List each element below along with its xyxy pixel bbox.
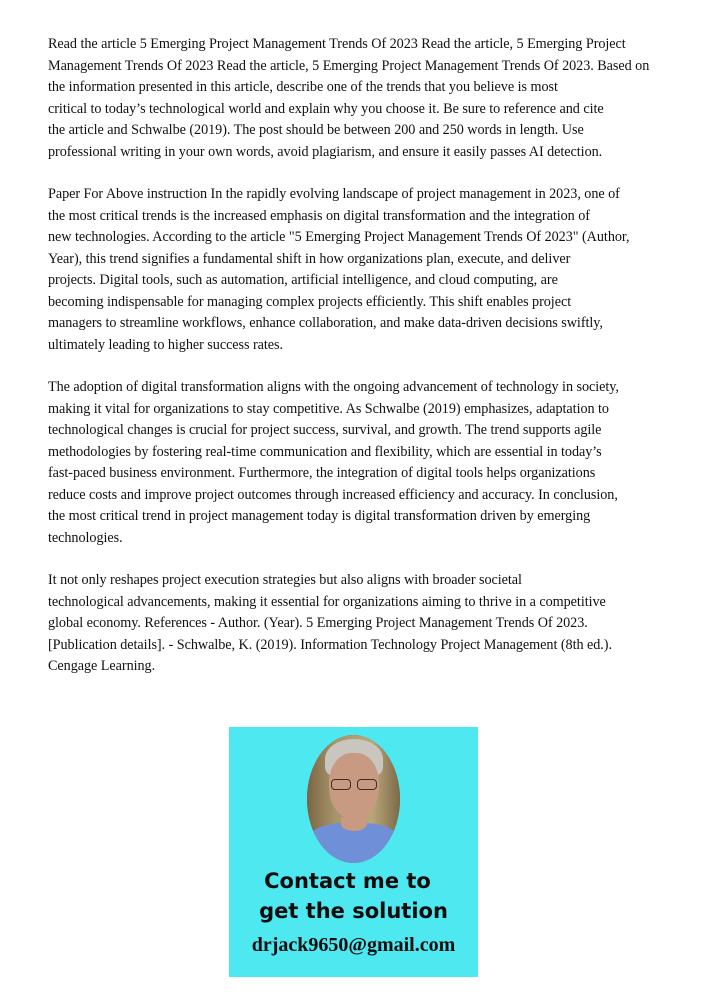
- portrait-neck: [341, 817, 367, 831]
- promo-heading-line2: get the solution: [259, 899, 448, 923]
- text-line: the most critical trend in project management today is digital transformation driven by emerging: [48, 508, 591, 524]
- person-portrait-icon: [307, 735, 400, 863]
- paragraph-instructions: [48, 34, 678, 163]
- glasses-icon: [330, 779, 378, 791]
- text-line: critical to today’s technological world and explain why you choose it. Be sure to reference and cite: [48, 100, 604, 117]
- text-line: It not only reshapes project execution strategies but also aligns with broader societal: [48, 572, 522, 588]
- text-line: [Publication details]. - Schwalbe, K. (2019). Information Technology Project Management (8th ed.).: [48, 636, 612, 653]
- text-line: Year), this trend signifies a fundamental shift in how organizations plan, execute, and deliver: [48, 250, 571, 267]
- text-line: technological advancements, making it essential for organizations aiming to thrive in a competitive: [48, 593, 606, 610]
- text-line: becoming indispensable for managing complex projects efficiently. This shift enables project: [48, 293, 572, 310]
- text-line: Read the article 5 Emerging Project Management Trends Of 2023 Read the article, 5 Emerging Project: [48, 36, 626, 52]
- contact-promo-banner: [229, 727, 478, 977]
- text-line: Paper For Above instruction In the rapidly evolving landscape of project management in 2023, one of: [48, 186, 620, 202]
- text-line: the article and Schwalbe (2019). The post should be between 200 and 250 words in length. Use: [48, 122, 584, 138]
- text-line: managers to streamline workflows, enhance collaboration, and make data-driven decisions swiftly,: [48, 315, 603, 331]
- text-line: professional writing in your own words, avoid plagiarism, and ensure it easily passes AI detection.: [48, 143, 603, 160]
- text-line: projects. Digital tools, such as automation, artificial intelligence, and cloud computing, are: [48, 272, 558, 288]
- paragraph-references: [48, 570, 678, 678]
- text-line: making it vital for organizations to stay competitive. As Schwalbe (2019) emphasizes, adaptation to: [48, 400, 609, 417]
- text-line: The adoption of digital transformation aligns with the ongoing advancement of technology in society,: [48, 379, 619, 395]
- text-line: technologies.: [48, 529, 123, 546]
- document-body: [48, 34, 678, 699]
- paragraph-body: [48, 377, 678, 549]
- text-line: the most critical trends is the increased emphasis on digital transformation and the integration of: [48, 207, 590, 224]
- text-line: ultimately leading to higher success rates.: [48, 336, 284, 353]
- text-line: the information presented in this article, describe one of the trends that you believe is most: [48, 79, 558, 95]
- paragraph-intro: [48, 184, 678, 356]
- text-line: methodologies by fostering real-time communication and flexibility, which are essential in today’s: [48, 443, 602, 460]
- text-line: global economy. References - Author. (Year). 5 Emerging Project Management Trends Of 2023.: [48, 615, 588, 631]
- text-line: new technologies. According to the article "5 Emerging Project Management Trends Of 2023" (Author,: [48, 229, 630, 245]
- text-line: reduce costs and improve project outcomes through increased efficiency and accuracy. In conclusion,: [48, 486, 618, 503]
- text-line: technological changes is crucial for project success, survival, and growth. The trend supports agile: [48, 422, 602, 438]
- promo-heading-line1: Contact me to: [264, 869, 431, 893]
- text-line: Management Trends Of 2023 Read the article, 5 Emerging Project Management Trends Of 2023. Based on: [48, 57, 650, 74]
- text-line: Cengage Learning.: [48, 658, 156, 674]
- text-line: fast-paced business environment. Furthermore, the integration of digital tools helps organizations: [48, 465, 596, 481]
- promo-email: drjack9650@gmail.com: [251, 934, 456, 956]
